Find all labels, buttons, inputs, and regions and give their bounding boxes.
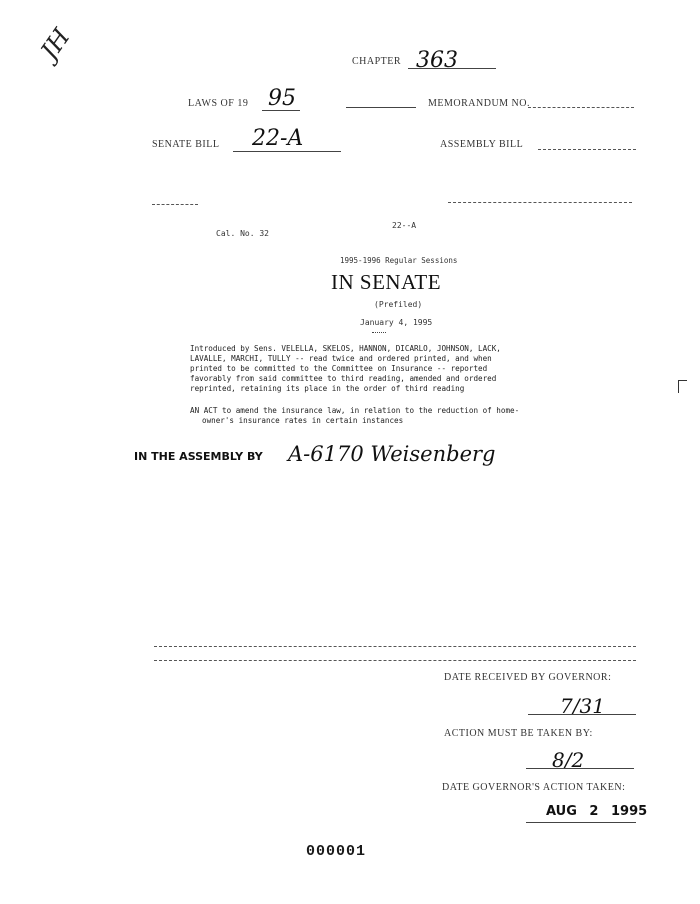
introduced-line: reprinted, retaining its place in the order of third reading <box>190 384 465 393</box>
chapter-underline <box>408 68 496 69</box>
assembly-stamp: IN THE ASSEMBLY BY <box>134 450 263 463</box>
chapter-label: CHAPTER <box>352 56 402 67</box>
memorandum-label: MEMORANDUM NO. <box>428 98 531 109</box>
introduction-date: January 4, 1995 <box>360 318 433 327</box>
assembly-bill-line <box>538 149 636 150</box>
assembly-bill-label: ASSEMBLY BILL <box>440 139 524 150</box>
action-by-value: 8/2 <box>552 748 585 772</box>
act-paragraph <box>190 406 519 426</box>
laws-year: 95 <box>268 86 296 111</box>
initials-signature: JH <box>35 23 76 65</box>
senate-bill-value: 22-A <box>252 126 304 151</box>
dashed-separator-2 <box>154 660 636 661</box>
action-taken-label: DATE GOVERNOR'S ACTION TAKEN: <box>442 782 626 793</box>
action-taken-line <box>526 822 636 823</box>
laws-label: LAWS OF 19 <box>188 98 249 109</box>
introduced-line: printed to be committed to the Committee on Insurance -- reported <box>190 364 488 373</box>
separator-line-right <box>448 202 632 203</box>
act-line: AN ACT to amend the insurance law, in relation to the reduction of home- <box>190 406 520 415</box>
bill-number: 22--A <box>392 221 417 230</box>
dashed-separator-1 <box>154 646 636 647</box>
introduced-line: LAVALLE, MARCHI, TULLY -- read twice and ordered printed, and when <box>190 354 492 363</box>
calendar-number: Cal. No. 32 <box>216 229 269 238</box>
introduced-line: favorably from said committee to third reading, amended and ordered <box>190 374 497 383</box>
margin-mark <box>678 380 687 393</box>
introduced-paragraph <box>190 344 501 394</box>
laws-underline <box>262 110 300 111</box>
senate-bill-underline <box>233 151 341 152</box>
page-number: 000001 <box>306 843 367 860</box>
assembly-handwritten: A-6170 Weisenberg <box>288 442 496 466</box>
prefiled: (Prefiled) <box>374 300 423 309</box>
date-received-label: DATE RECEIVED BY GOVERNOR: <box>444 672 612 683</box>
action-by-line <box>526 768 634 769</box>
document-title: IN SENATE <box>331 270 442 294</box>
action-by-label: ACTION MUST BE TAKEN BY: <box>444 728 593 739</box>
session: 1995-1996 Regular Sessions <box>340 256 458 265</box>
date-received-line <box>528 714 636 715</box>
laws-blank-line <box>346 107 416 108</box>
action-taken-value: AUG 2 1995 <box>546 804 648 819</box>
chapter-value: 363 <box>416 48 458 73</box>
separator-line-left <box>152 204 198 205</box>
date-rule <box>372 332 386 333</box>
date-received-value: 7/31 <box>560 694 605 718</box>
senate-bill-label: SENATE BILL <box>152 139 220 150</box>
act-line: owner's insurance rates in certain instances <box>202 416 404 425</box>
memorandum-line <box>528 107 634 108</box>
introduced-line: Introduced by Sens. VELELLA, SKELOS, HANNON, DICARLO, JOHNSON, LACK, <box>190 344 501 353</box>
